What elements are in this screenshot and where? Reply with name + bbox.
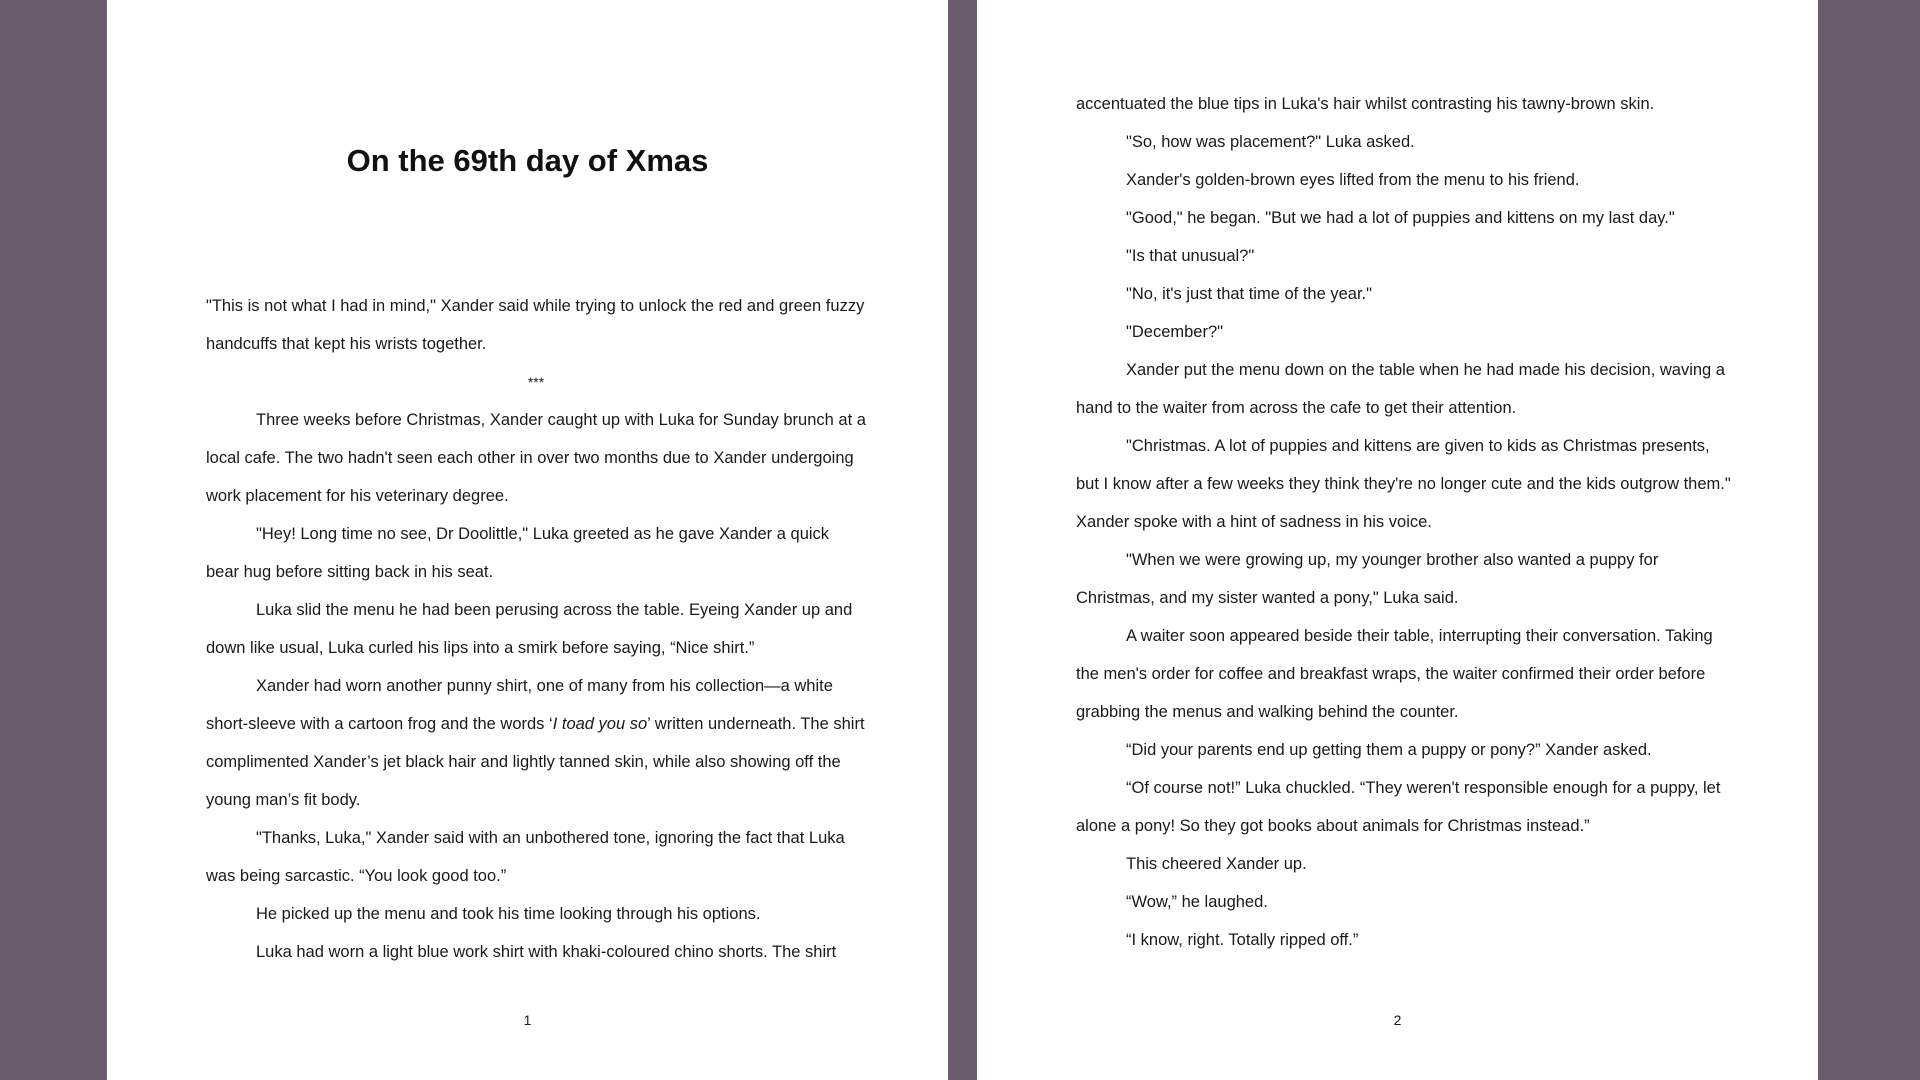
paragraph: "This is not what I had in mind," Xander said while trying to unlock the red and green fuzzy handcuffs that kept his wrists together.: [206, 297, 865, 353]
paragraph: accentuated the blue tips in Luka's hair whilst contrasting his tawny-brown skin.: [1076, 95, 1655, 113]
paragraph-text: Xander had worn another punny shirt, one of many from his collection—a white short-sleeve with a cartoon frog and the words ‘: [206, 677, 833, 733]
paragraph: “Of course not!” Luka chuckled. “They weren't responsible enough for a puppy, let alone a pony! So they got books about animals for Christmas instead.”: [1076, 779, 1721, 835]
paragraph: "Is that unusual?": [1126, 247, 1255, 265]
paragraph-text: ’ written underneath. The shirt complimented Xander’s jet black hair and lightly tanned skin, while also showing off the young man’s fit body.: [206, 715, 865, 809]
paragraph: Luka slid the menu he had been perusing across the table. Eyeing Xander up and down like usual, Luka curled his lips into a smirk before saying, “Nice shirt.”: [206, 601, 853, 657]
paragraph: "Christmas. A lot of puppies and kittens are given to kids as Christmas presents, but I know after a few weeks they think they're no longer cute and the kids outgrow them." Xander spoke with a hint of sadness in his voice.: [1076, 437, 1731, 531]
page-1-body: [206, 287, 866, 971]
page-number: 1: [523, 1012, 532, 1028]
page-1: [107, 0, 948, 1080]
paragraph: A waiter soon appeared beside their table, interrupting their conversation. Taking the men's order for coffee and breakfast wraps, the waiter confirmed their order before grabbing the menus and walking behind the counter.: [1076, 627, 1713, 721]
paragraph: "Thanks, Luka," Xander said with an unbothered tone, ignoring the fact that Luka was being sarcastic. “You look good too.”: [206, 829, 845, 885]
scene-separator: ***: [527, 374, 545, 390]
paragraph: "Hey! Long time no see, Dr Doolittle," Luka greeted as he gave Xander a quick bear hug before sitting back in his seat.: [206, 525, 830, 581]
paragraph: This cheered Xander up.: [1126, 855, 1307, 873]
paragraph: Xander's golden-brown eyes lifted from the menu to his friend.: [1126, 171, 1580, 189]
paragraph: "Good," he began. "But we had a lot of puppies and kittens on my last day.": [1126, 209, 1675, 227]
paragraph: “Wow,” he laughed.: [1126, 893, 1268, 911]
page-title: On the 69th day of Xmas: [346, 143, 709, 178]
paragraph: “Did your parents end up getting them a puppy or pony?” Xander asked.: [1126, 741, 1652, 759]
paragraph: Luka had worn a light blue work shirt with khaki-coloured chino shorts. The shirt: [256, 943, 837, 961]
paragraph: Xander put the menu down on the table when he had made his decision, waving a hand to the waiter from across the cafe to get their attention.: [1076, 361, 1725, 417]
paragraph: "When we were growing up, my younger brother also wanted a puppy for Christmas, and my sister wanted a pony," Luka said.: [1076, 551, 1659, 607]
paragraph: "So, how was placement?" Luka asked.: [1126, 133, 1415, 151]
page-number: 2: [1393, 1012, 1402, 1028]
page-2: [977, 0, 1818, 1080]
paragraph: “I know, right. Totally ripped off.”: [1126, 931, 1359, 949]
paragraph: He picked up the menu and took his time looking through his options.: [256, 905, 761, 923]
paragraph: Three weeks before Christmas, Xander caught up with Luka for Sunday brunch at a local cafe. The two hadn't seen each other in over two months due to Xander undergoing work placement for his veterinary degree.: [206, 411, 866, 505]
paragraph: "December?": [1126, 323, 1224, 341]
paragraph: "No, it's just that time of the year.": [1126, 285, 1372, 303]
page-2-body: [1076, 85, 1731, 959]
paragraph: [206, 667, 866, 819]
shirt-slogan: I toad you so: [552, 715, 648, 733]
